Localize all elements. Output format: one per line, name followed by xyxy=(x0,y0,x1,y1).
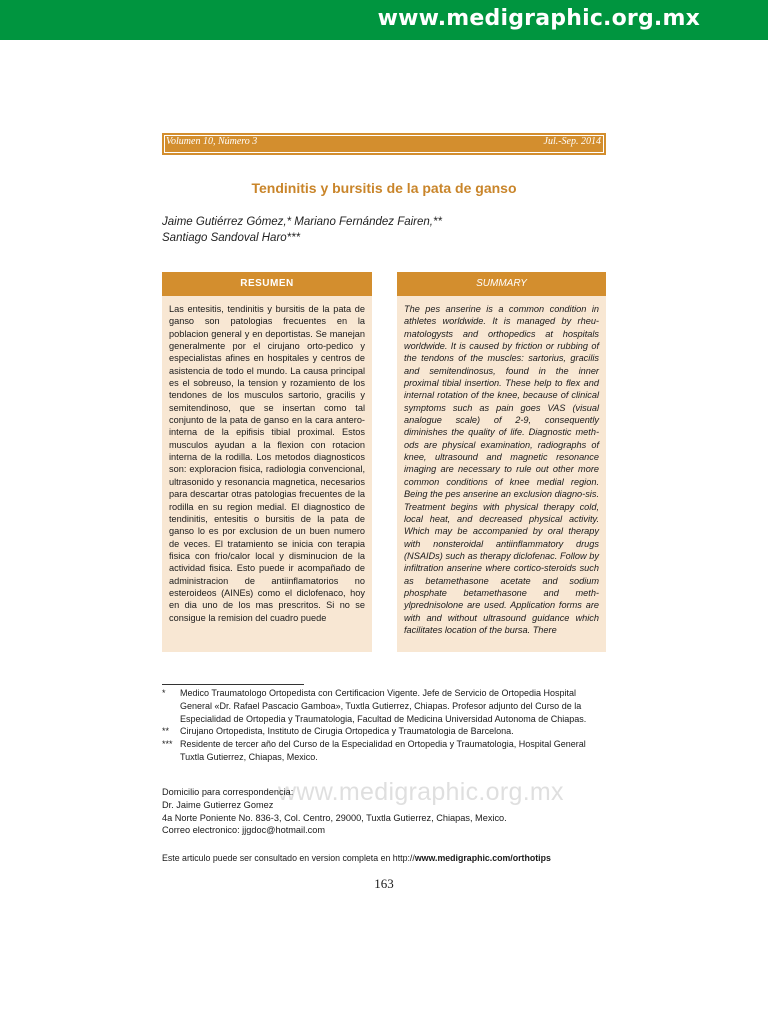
consult-link[interactable]: www.medigraphic.com/orthotips xyxy=(414,853,551,863)
page-number: 163 xyxy=(374,876,394,891)
footnote-mark: ** xyxy=(162,726,170,737)
correspondence-block xyxy=(162,786,507,837)
resumen-heading: RESUMEN xyxy=(162,272,372,296)
correspondence-email[interactable]: Correo electronico: jjgdoc@hotmail.com xyxy=(162,825,326,836)
footnote-mark: * xyxy=(162,688,166,698)
footnote-text: Medico Traumatologo Ortopedista con Certificacion Vigente. Jefe de Servicio de Ortopedia Hospital General «Dr. Rafael Pascacio Gamboa», Tuxtla Gutierrez, Chiapas. Profesor adjunto del Curso de la Especialidad de Ortopedia y Traumatologia, Facultad de Medicina Universidad Autonoma de Chiapas. xyxy=(180,688,587,724)
authors-line-2: Santiago Sandoval Haro*** xyxy=(162,232,301,244)
issue-date: Jul.-Sep. 2014 xyxy=(543,136,601,147)
article-authors xyxy=(162,214,442,246)
footnote-divider xyxy=(162,684,304,685)
footnote-item xyxy=(162,687,606,725)
issue-info-bar xyxy=(162,133,606,155)
consult-note xyxy=(162,853,551,863)
correspondence-name: Dr. Jaime Gutierrez Gomez xyxy=(162,799,274,810)
footnote-text: Residente de tercer año del Curso de la Especialidad en Ortopedia y Traumatologia, Hospital General Tuxtla Gutierrez, Chiapas, Mexico. xyxy=(180,739,586,762)
footnotes xyxy=(162,687,606,764)
correspondence-label: Domicilio para correspondencia: xyxy=(162,787,294,797)
summary-heading: SUMMARY xyxy=(397,272,606,296)
footnote-item xyxy=(162,738,606,764)
resumen-text: Las entesitis, tendinitis y bursitis de la pata de ganso son patologias frecuentes en la poblacion general y en deportistas. Se manejan generalmente por el cirujano orto-pedico y especialistas afines en hospitales y centros de asistencia de todo el mundo. La causa principal es el sobreuso, la tension y rozamiento de los tendones de los musculos sartorio, gracilis y semitendinoso, que se insertan como tal conjunto de la pata de ganso en la cara antero-interna de la epifisis tibial proximal. Estos musculos ayudan a la flexion con rotacion interna de la rodilla. Los metodos diagnosticos son: exploracion fisica, radiologia convencional, ultrasonido y resonancia magnetica, necesarios para descartar otras patologias frecuentes de la rodilla en su region medial. El diagnostico de tendinitis, entesitis o bursitis de la pata de ganso lo es por exclusion de un buen numero de veces. El tratamiento se inicia con terapia fisica con frio/calor local y disminucion de la actividad fisica. Esto puede ir acompañado de administracion de antiinflamatorios no esteroideos (AINEs) como el diclofenaco, hoy en dia uno de los mas prescritos. Si no se consigue la remision del cuadro puede xyxy=(162,296,372,652)
footnote-mark: *** xyxy=(162,739,173,750)
consult-prefix: Este articulo puede ser consultado en version completa en http:// xyxy=(162,853,415,863)
correspondence-address: 4a Norte Poniente No. 836-3, Col. Centro, 29000, Tuxtla Gutierrez, Chiapas, Mexico. xyxy=(162,812,507,823)
authors-line-1: Jaime Gutiérrez Gómez,* Mariano Fernández Fairen,** xyxy=(162,216,442,228)
watermark-text: www.medigraphic.org.mx xyxy=(278,778,564,806)
summary-text: The pes anserine is a common condition in athletes worldwide. It is managed by rheu-matologysts and orthopedics at hospitals worldwide. It is caused by friction or rubbing of the tendons of the muscles: sartorius, gracilis and semitendinosus, found in the inner proximal tibial insertion. These help to flex and internal rotation of the knee, because of clinical symptoms such as pain goes VAS (visual analogue scale) of 2-9, consequently diminishes the quality of life. Diagnostic meth-ods are physical examination, radiographs of knee, ultrasound and magnetic resonance imaging are necessary to rule out other more common conditions of knee medial region. Being the pes anserine an exclusion diagno-sis. Treatment begins with physical therapy cold, local heat, and decreased physical activity. Which may be accompanied by oral therapy with nonsteroidal antiinflammatory drugs (NSAIDs) such as therapy diclofenac. Follow by infiltration anserine where cortico-steroids such as betamethasone acetate and sodium phosphate betamethasone and meth-ylprednisolone are used. Application forms are with and without ultrasound guidance which facilitates location of the bursa. There xyxy=(397,296,606,652)
site-url-link[interactable]: www.medigraphic.org.mx xyxy=(377,6,700,31)
article-title: Tendinitis y bursitis de la pata de ganso xyxy=(251,180,517,196)
footnote-item xyxy=(162,725,606,738)
issue-volume: Volumen 10, Número 3 xyxy=(166,136,258,147)
footnote-text: Cirujano Ortopedista, Instituto de Cirugia Ortopedica y Traumatologia de Barcelona. xyxy=(180,726,514,737)
site-header-bar xyxy=(0,0,768,40)
